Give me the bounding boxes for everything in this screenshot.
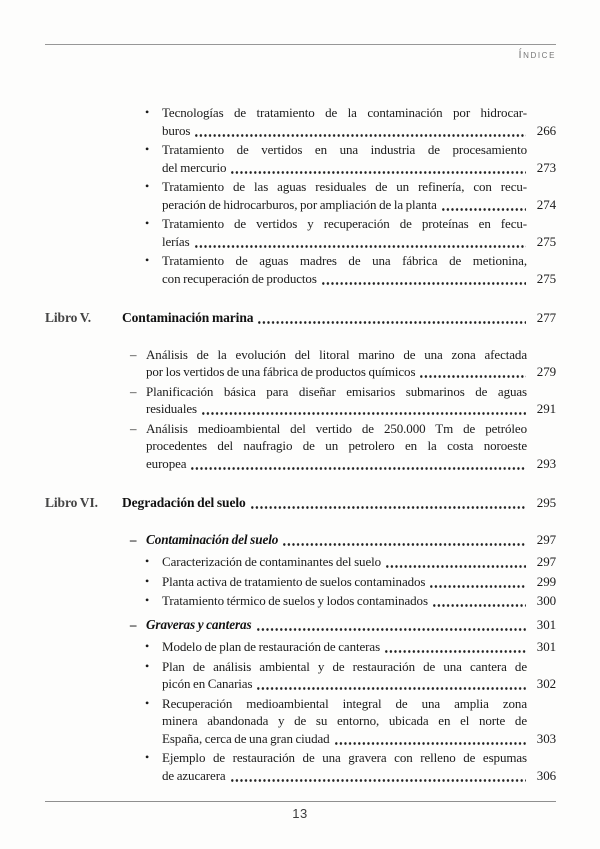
bullet-icon: •	[145, 750, 150, 764]
entry-page-number: 299	[536, 573, 556, 589]
header-rule	[45, 44, 556, 45]
bullet-icon: •	[145, 216, 150, 230]
bullet-icon: •	[145, 105, 150, 119]
entry-body	[162, 658, 556, 693]
bullet-icon: •	[145, 573, 150, 588]
entry-page-number: 293	[536, 455, 556, 471]
table-of-contents	[45, 104, 556, 786]
toc-entry	[45, 553, 556, 571]
toc-entry	[45, 215, 556, 250]
entry-line: minera abandonada y de su entorno, ubicada en el norte de	[162, 713, 527, 728]
book-title: Contaminación marina	[122, 310, 254, 325]
book-entry	[45, 494, 556, 512]
entry-body	[146, 383, 556, 418]
entry-page-number: 279	[536, 364, 556, 379]
dot-leader	[258, 321, 526, 324]
entry-page-number: 301	[536, 639, 556, 654]
dash-marker: –	[130, 383, 137, 399]
entry-page-number: 295	[536, 495, 556, 510]
entry-body	[162, 141, 556, 176]
dot-leader	[386, 565, 526, 568]
footer-rule	[45, 801, 556, 802]
toc-entry	[45, 573, 556, 591]
page-number: 13	[292, 806, 308, 821]
toc-entry	[45, 383, 556, 418]
entry-line	[162, 122, 556, 140]
bullet-icon: •	[145, 639, 150, 653]
dot-leader	[430, 585, 526, 588]
bullet-icon: •	[145, 593, 150, 607]
entry-text: peración de hidrocarburos, por ampliación de la planta	[162, 196, 437, 212]
dot-leader	[202, 412, 526, 415]
entry-body	[162, 215, 556, 250]
toc-list	[45, 346, 556, 473]
dot-leader	[257, 687, 526, 690]
entry-body	[162, 695, 556, 748]
entry-body	[162, 553, 556, 571]
entry-line	[146, 363, 556, 381]
toc-entry	[45, 104, 556, 139]
entry-page-number: 301	[536, 616, 556, 632]
entry-line: Tratamiento de vertidos en una industria de procesamiento	[162, 142, 527, 157]
entry-line: procedentes del naufragio de un petrolero en la costa noroeste	[146, 438, 527, 453]
toc-entry	[45, 592, 556, 610]
bullet-icon: •	[145, 658, 150, 673]
book-label: Libro VI.	[45, 495, 98, 510]
dot-leader	[442, 208, 526, 211]
toc-entry	[45, 141, 556, 176]
entry-line: Tratamiento de las aguas residuales de un refinería, con recu-	[162, 179, 527, 194]
entry-text: residuales	[146, 401, 197, 416]
entry-text: europea	[146, 455, 187, 471]
entry-page-number: 275	[536, 233, 556, 249]
dot-leader	[257, 628, 526, 631]
entry-text: lerías	[162, 233, 190, 249]
dot-leader	[195, 245, 526, 248]
book-entry	[45, 309, 556, 327]
entry-line	[162, 767, 556, 785]
dash-marker: –	[130, 346, 137, 362]
entry-page-number: 300	[536, 593, 556, 608]
entry-body	[162, 252, 556, 287]
dot-leader	[385, 650, 526, 653]
entry-text: de azucarera	[162, 767, 226, 783]
entry-line	[162, 573, 556, 591]
entry-page-number: 297	[536, 554, 556, 569]
entry-text: España, cerca de una gran ciudad	[162, 730, 330, 746]
book-label: Libro V.	[45, 310, 91, 325]
toc-list	[45, 553, 556, 610]
entry-text: con recuperación de productos	[162, 270, 317, 286]
entry-body	[162, 749, 556, 784]
bullet-icon: •	[145, 695, 150, 710]
entry-page-number: 302	[536, 676, 556, 691]
subsection-entry	[45, 616, 556, 634]
toc-entry	[45, 252, 556, 287]
entry-text: Caracterización de contaminantes del suelo	[162, 554, 382, 569]
subsection-title: Contaminación del suelo	[146, 531, 279, 547]
entry-page-number: 306	[536, 767, 556, 783]
entry-body	[162, 573, 556, 591]
toc-entry	[45, 749, 556, 784]
entry-text: buros	[162, 122, 191, 138]
entry-page-number: 297	[536, 531, 556, 547]
dot-leader	[420, 375, 526, 378]
entry-text: Modelo de plan de restauración de canteras	[162, 639, 381, 654]
subsection-entry	[45, 531, 556, 549]
entry-page-number: 303	[536, 730, 556, 746]
entry-line	[162, 592, 556, 610]
entry-line: Análisis medioambiental del vertido de 250.000 Tm de petróleo	[146, 420, 527, 436]
dot-leader	[231, 779, 526, 782]
bullet-icon: •	[145, 142, 150, 156]
entry-page-number: 291	[536, 401, 556, 416]
entry-text: del mercurio	[162, 159, 227, 175]
entry-text: por los vertidos de una fábrica de productos químicos	[146, 364, 416, 379]
entry-body	[146, 346, 556, 381]
toc-list	[45, 638, 556, 784]
entry-page-number: 266	[536, 122, 556, 138]
entry-body	[162, 104, 556, 139]
entry-line: Recuperación medioambiental integral de una amplia zona	[162, 695, 527, 711]
dot-leader	[433, 604, 526, 607]
entry-page-number: 274	[536, 196, 556, 212]
entry-line: Plan de análisis ambiental y de restauración de una cantera de	[162, 658, 527, 674]
dash-marker: –	[130, 616, 137, 632]
entry-page-number: 275	[536, 270, 556, 286]
entry-line	[162, 638, 556, 656]
entry-line	[162, 553, 556, 571]
toc-entry	[45, 695, 556, 748]
toc-entry	[45, 638, 556, 656]
dot-leader	[251, 506, 526, 509]
dot-leader	[283, 543, 526, 546]
toc-list	[45, 104, 556, 287]
entry-line	[162, 675, 556, 693]
dot-leader	[191, 467, 526, 470]
entry-line	[162, 159, 556, 177]
toc-entry	[45, 178, 556, 213]
entry-page-number: 273	[536, 159, 556, 175]
entry-body	[162, 592, 556, 610]
book-title: Degradación del suelo	[122, 495, 246, 510]
toc-entry	[45, 420, 556, 473]
entry-body	[146, 420, 556, 473]
dot-leader	[335, 742, 526, 745]
entry-line	[162, 233, 556, 251]
dash-marker: –	[130, 420, 137, 436]
entry-text: Planta activa de tratamiento de suelos contaminados	[162, 573, 426, 589]
dot-leader	[322, 282, 526, 285]
entry-line: Tratamiento de aguas madres de una fábrica de metionina,	[162, 253, 527, 268]
bullet-icon: •	[145, 554, 150, 568]
entry-line: Tecnologías de tratamiento de la contaminación por hidrocar-	[162, 105, 527, 120]
dot-leader	[195, 134, 526, 137]
entry-line	[146, 455, 556, 473]
entry-page-number: 277	[536, 310, 556, 325]
entry-line: Análisis de la evolución del litoral marino de una zona afectada	[146, 346, 527, 362]
entry-line	[162, 196, 556, 214]
bullet-icon: •	[145, 253, 150, 267]
entry-body	[162, 178, 556, 213]
dash-marker: –	[130, 531, 137, 547]
running-head: Índice	[518, 49, 556, 61]
toc-entry	[45, 658, 556, 693]
entry-line	[162, 270, 556, 288]
toc-entry	[45, 346, 556, 381]
subsection-title: Graveras y canteras	[146, 616, 252, 632]
entry-line	[162, 730, 556, 748]
bullet-icon: •	[145, 179, 150, 193]
entry-line: Planificación básica para diseñar emisarios submarinos de aguas	[146, 383, 527, 399]
entry-text: Tratamiento térmico de suelos y lodos contaminados	[162, 593, 428, 608]
dot-leader	[231, 171, 526, 174]
entry-line	[146, 400, 556, 418]
entry-line: Tratamiento de vertidos y recuperación de proteínas en fecu-	[162, 216, 527, 231]
entry-line: Ejemplo de restauración de una gravera con relleno de espumas	[162, 750, 527, 765]
entry-body	[162, 638, 556, 656]
entry-text: picón en Canarias	[162, 676, 253, 691]
